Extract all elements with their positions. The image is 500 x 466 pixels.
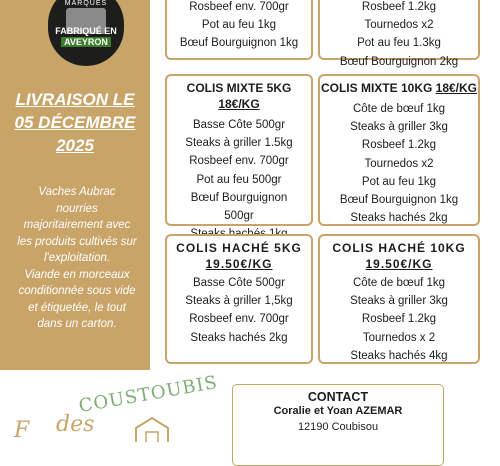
item: Steaks hachés 2kg xyxy=(190,331,288,344)
item: Tournedos x 2 xyxy=(362,331,436,344)
item: Tournedos x2 xyxy=(364,157,434,170)
package-price: 18€/KG xyxy=(218,97,260,111)
item: Côte de bœuf 1kg xyxy=(352,277,446,289)
desc-line: dans un carton. xyxy=(37,318,117,330)
delivery-line3: 2025 xyxy=(56,136,94,155)
item: Rosbeef 1.2kg xyxy=(361,1,437,13)
package-price: 19.50€/KG xyxy=(365,257,433,271)
brand-name: COUSTOUBIS xyxy=(77,371,220,418)
desc-line: Vaches Aubrac xyxy=(38,186,116,198)
item: Steaks à griller 1.5kg xyxy=(185,137,293,150)
delivery-line2: 05 DÉCEMBRE xyxy=(14,113,136,132)
desc-line: et étiquetée, le tout xyxy=(28,301,126,314)
package-title xyxy=(320,80,478,96)
item: Rosbeef 1.2kg xyxy=(361,313,437,326)
delivery-line1: LIVRAISON LE xyxy=(15,90,135,109)
item: Rosbeef env. 700gr xyxy=(189,1,289,13)
desc-line: majoritairement avec xyxy=(23,219,131,231)
package-box-hache-5kg xyxy=(165,234,313,364)
description xyxy=(12,184,142,333)
item: Rosbeef 1.2kg xyxy=(361,139,437,152)
desc-line: nourries xyxy=(56,202,98,215)
package-price: 19.50€/KG xyxy=(205,257,273,271)
package-title: COLIS HACHÉ 5KG xyxy=(176,241,302,255)
item: Steaks hachés 4kg xyxy=(350,349,448,362)
package-box-top-right xyxy=(318,0,480,68)
brand-script-left: F xyxy=(14,418,30,443)
item: Basse Côte 500gr xyxy=(192,119,286,131)
logo-bottom xyxy=(48,26,124,48)
desc-line: l'exploitation. xyxy=(43,252,111,264)
contact-box xyxy=(232,384,444,466)
item: Steaks à griller 3kg xyxy=(350,295,448,308)
item: Bœuf Bourguignon 2kg xyxy=(339,55,459,68)
item: Steaks hachés 2kg xyxy=(350,212,448,225)
item: Bœuf Bourguignon xyxy=(190,191,288,204)
item: Pot au feu 1.3kg xyxy=(357,37,441,50)
item: Pot au feu 1kg xyxy=(361,175,437,188)
item: Basse Côte 500gr xyxy=(192,277,286,289)
logo-top-text: MARQUES xyxy=(64,0,108,7)
package-box-mixte-5kg xyxy=(165,74,313,226)
item: Rosbeef env. 700gr xyxy=(189,313,289,326)
package-title: COLIS HACHÉ 10KG xyxy=(332,241,466,255)
package-title-text: COLIS MIXTE 5KG xyxy=(186,81,292,95)
item: 500gr xyxy=(224,210,254,223)
package-box-hache-10kg xyxy=(318,234,480,364)
contact-title: CONTACT xyxy=(307,390,369,404)
delivery-date xyxy=(8,88,142,157)
item: Pot au feu 500gr xyxy=(196,173,282,186)
item: Pot au feu 1kg xyxy=(201,19,277,32)
package-title xyxy=(167,80,311,112)
brand-script: des xyxy=(56,412,95,437)
item: Côte de bœuf 1kg xyxy=(352,103,446,115)
package-box-top-left xyxy=(165,0,313,60)
item: Bœuf Bourguignon 1kg xyxy=(179,37,299,50)
desc-line: les produits cultivés sur xyxy=(17,235,137,248)
package-box-mixte-10kg xyxy=(318,74,480,226)
contact-names: Coralie et Yoan AZEMAR xyxy=(273,405,403,417)
item: Steaks à griller 3kg xyxy=(350,121,448,134)
package-price: 18€/KG xyxy=(435,81,478,95)
package-title-text: COLIS MIXTE 10KG xyxy=(320,81,436,95)
contact-city: 12190 Coubisou xyxy=(297,421,379,433)
barn-icon xyxy=(132,416,172,442)
logo-line2: AVEYRON xyxy=(61,37,111,47)
item: Tournedos x2 xyxy=(364,19,434,32)
item: Bœuf Bourguignon 1kg xyxy=(339,194,459,207)
desc-line: conditionnée sous vide xyxy=(18,285,136,297)
logo-line1: FABRIQUÉ EN xyxy=(55,26,117,36)
item: Rosbeef env. 700gr xyxy=(189,155,289,168)
item: Steaks à griller 1,5kg xyxy=(185,295,293,308)
desc-line: Viande en morceaux xyxy=(24,268,130,281)
